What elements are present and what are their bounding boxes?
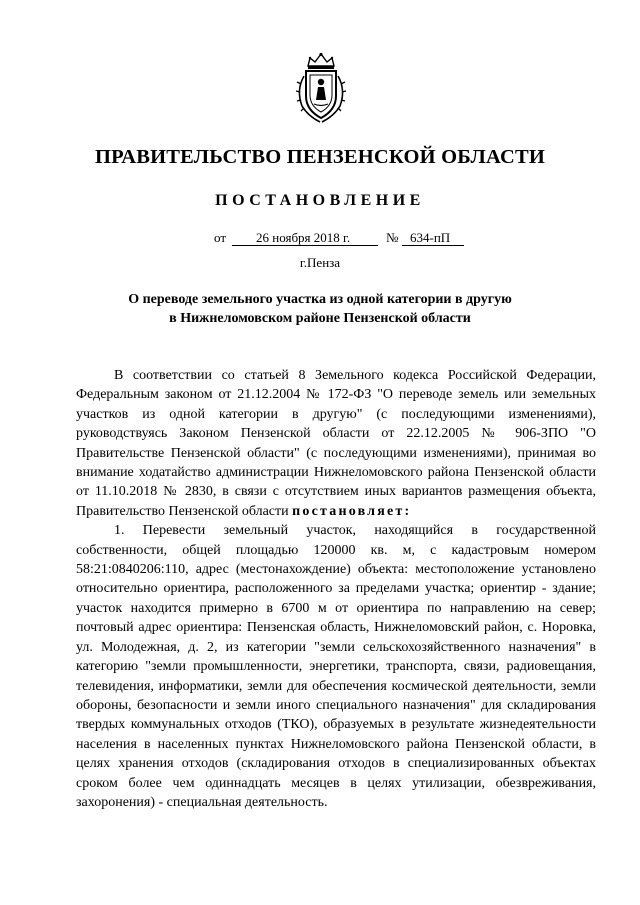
number-sign: № [386, 230, 399, 245]
preamble-text: В соответствии со статьей 8 Земельного кодекса Российской Федерации, Федеральным законом от 21.12.2004 № 172-ФЗ "О переводе земель или земельных участков из одной категории в другую" (с последующими изменениями), руководствуясь Законом Пензенской области от 22.12.2005 № 906-ЗПО "О Правительстве Пензенской области" (с последующими изменениями), принимая во внимание ходатайство администрации Нижнеломовского района Пензенской области от 11.10.2018 № 2830, в связи с отсутствием иных вариантов размещения объекта, Правительство Пензенской области [76, 368, 596, 519]
item-1-paragraph: 1. Перевести земельный участок, находящийся в государственной собственности, общей площадью 120000 кв. м, с кадастровым номером 58:21:0840206:110, адрес (местонахождение) объекта: местоположение установлено относительно ориентира, расположенного за пределами участка; ориентир - здание; участок находится примерно в 6700 м от ориентира по направлению на север; почтовый адрес ориентира: Пензенская область, Нижнеломовский район, с. Норовка, ул. Молодежная, д. 2, из категории "земли сельскохозяйственного назначения" в категорию "земли промышленности, энергетики, транспорта, связи, радиовещания, телевидения, информатики, земли для обеспечения космической деятельности, земли обороны, безопасности и земли иного специального назначения" для складирования твердых коммунальных отходов (ТКО), образуемых в результате жизнедеятельности населения в населенных пунктах Нижнеломовского района Пензенской области, в целях хранения отходов (складирования отходов в специализированных объектах сроком более чем одиннадцать месяцев в целях утилизации, обезвреживания, захоронения) - специальная деятельность. [76, 523, 596, 810]
date-prefix: от [214, 230, 227, 245]
document-body [76, 366, 596, 812]
document-date: 26 ноября 2018 г. [256, 230, 351, 245]
government-title: ПРАВИТЕЛЬСТВО ПЕНЗЕНСКОЙ ОБЛАСТИ [95, 146, 545, 168]
date-number-line [0, 230, 640, 248]
city: г.Пенза [299, 255, 341, 270]
document-subject [60, 290, 580, 328]
coat-of-arms-emblem [290, 52, 352, 124]
subject-line-2: в Нижнеломовском районе Пензенской области [169, 311, 471, 326]
document-type: ПОСТАНОВЛЕНИЕ [215, 192, 425, 209]
resolves-word: постановляет: [292, 503, 412, 519]
subject-line-1: О переводе земельного участка из одной категории в другую [128, 292, 512, 307]
document-number: 634-пП [410, 230, 451, 245]
preamble-paragraph [76, 366, 596, 521]
